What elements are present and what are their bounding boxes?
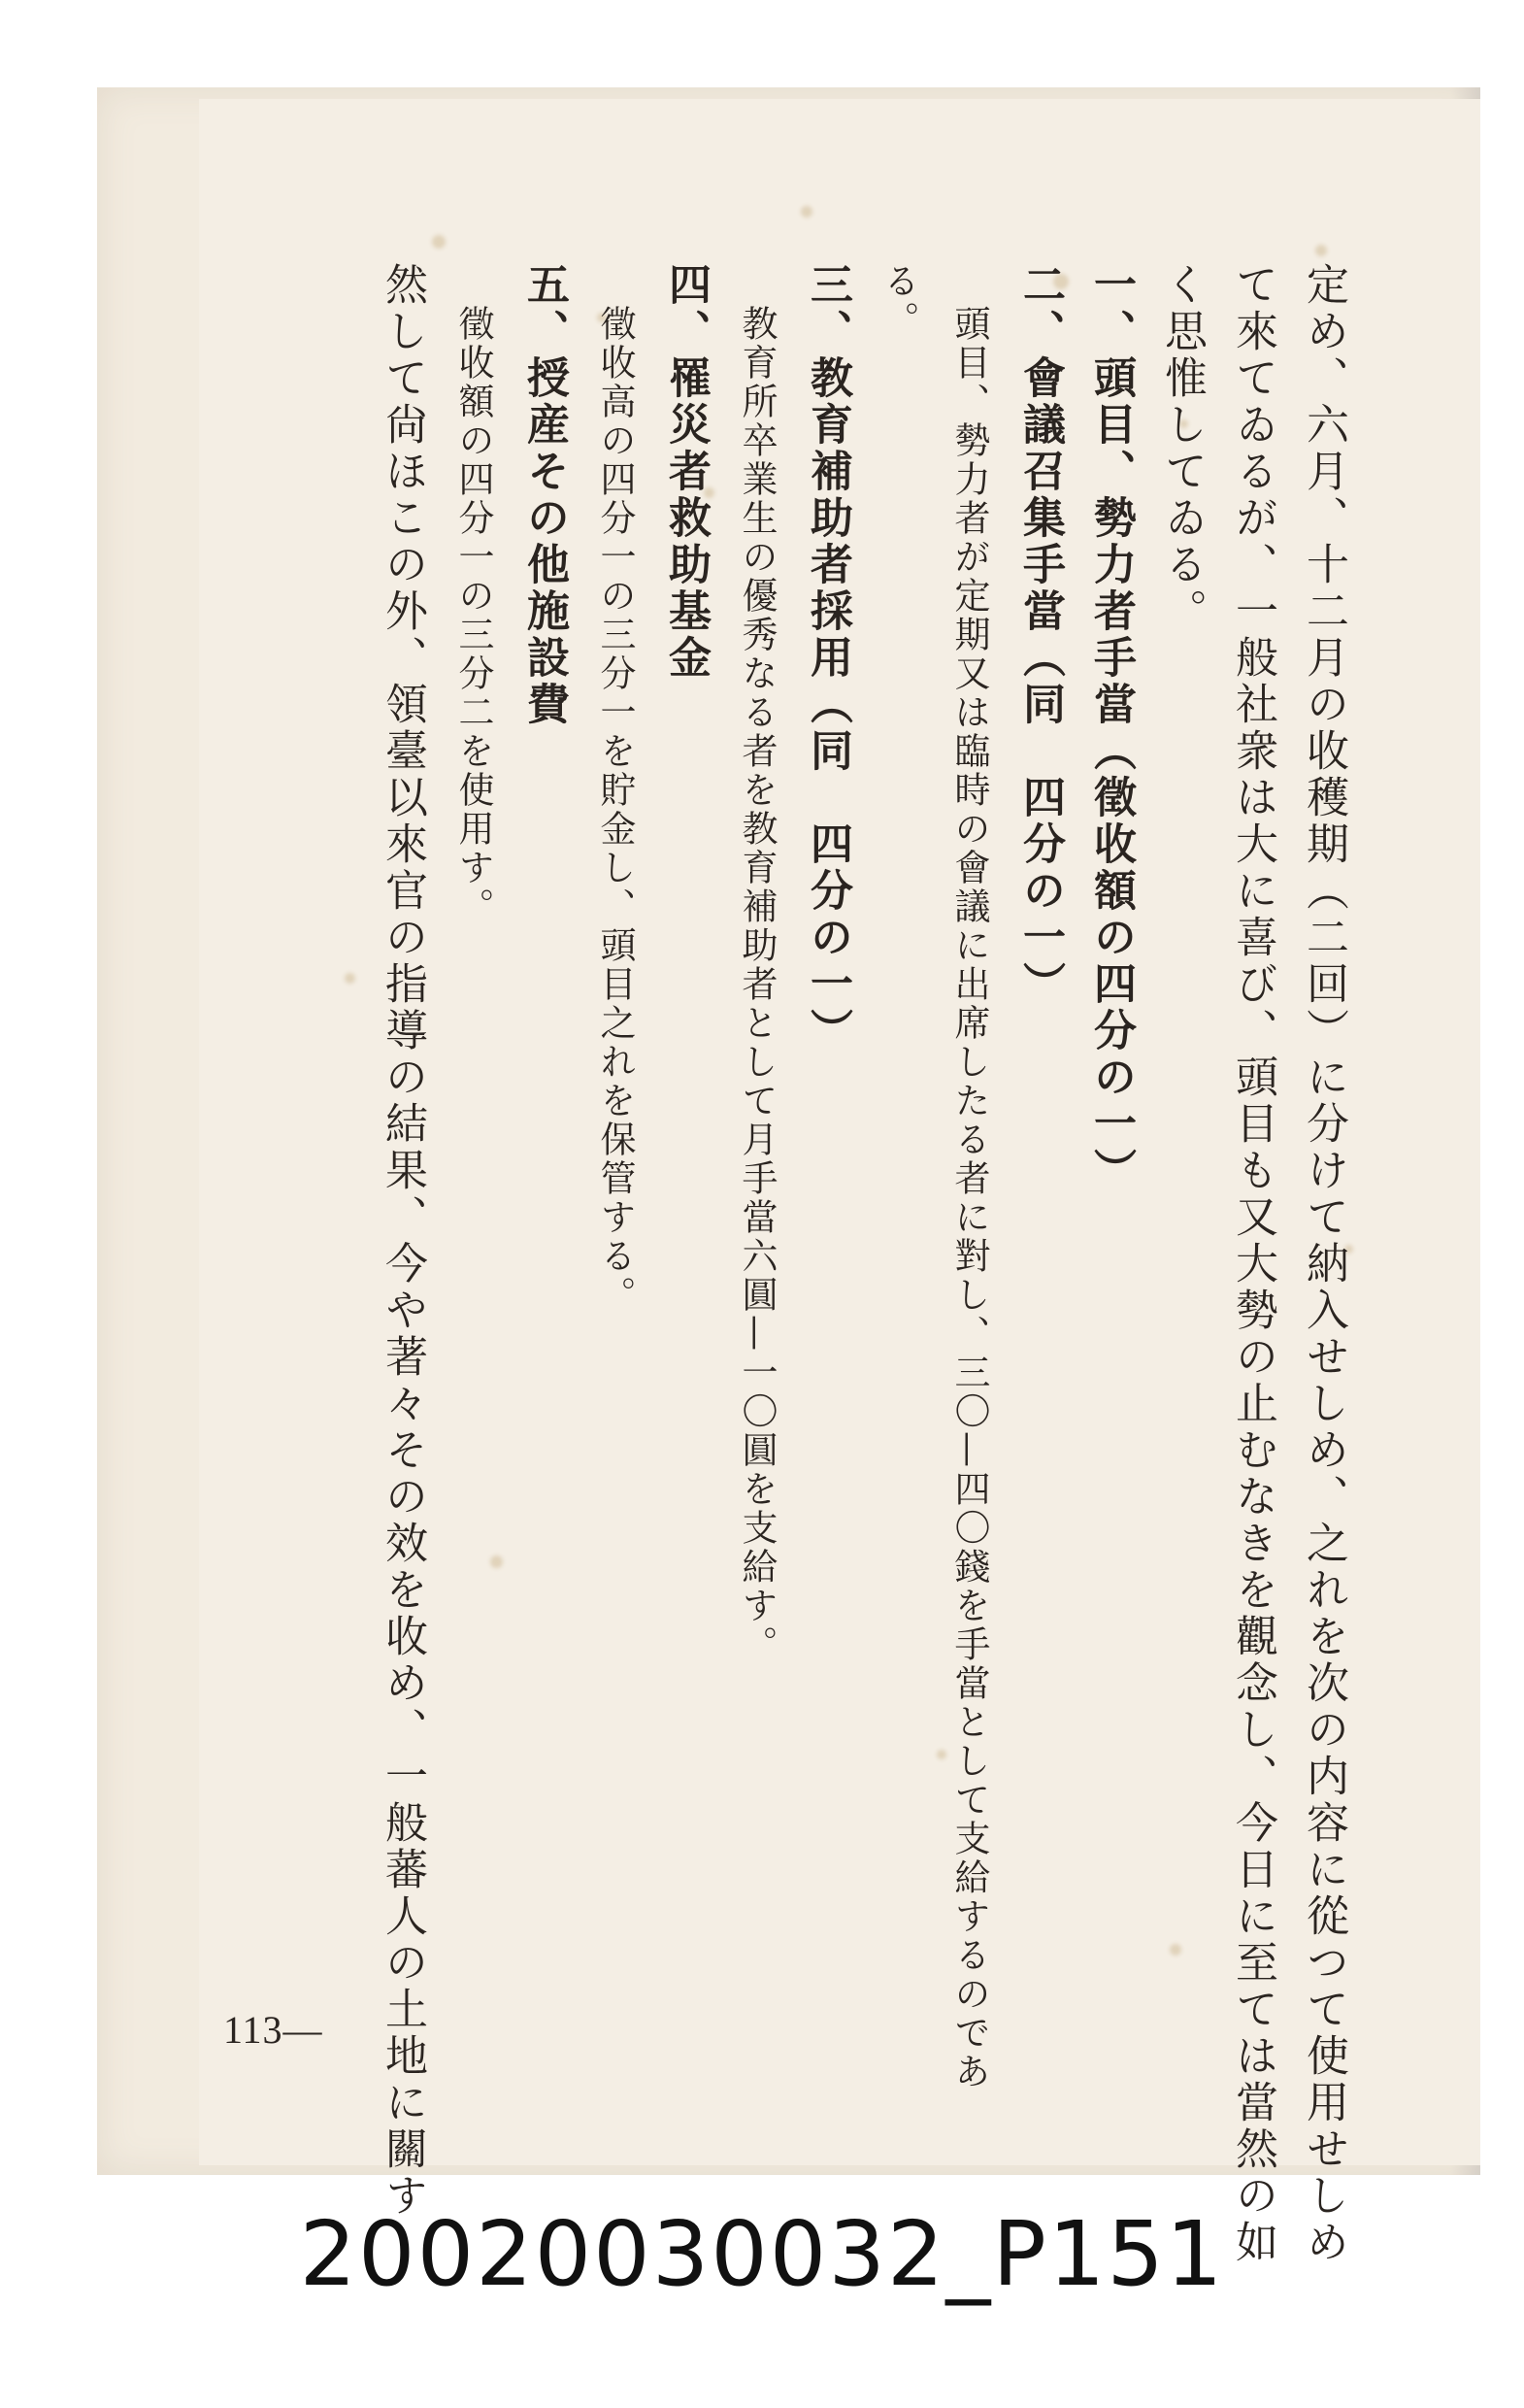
list-heading-2: 二、會議召集手當（同 四分の一） xyxy=(1015,262,1065,1008)
list-detail-2a: 頭目、勢力者が定期又は臨時の會議に出席したる者に對し、三〇—四〇錢を手當として支給するのであ xyxy=(948,305,990,2091)
page-number: 113— xyxy=(223,2008,323,2052)
list-detail-3: 教育所卒業生の優秀なる者を教育補助者として月手當六圓—一〇圓を支給す。 xyxy=(736,305,778,1664)
list-heading-1: 一、頭目、勢力者手當（徵收額の四分の一） xyxy=(1086,262,1136,1194)
text-line-2: て來てゐるが、一般社衆は大に喜び、頭目も又大勢の止むなきを觀念し、今日に至ては當然の如 xyxy=(1228,262,1277,2266)
list-detail-4: 徵收高の四分一の三分一を貯金し、頭目之れを保管する。 xyxy=(594,305,636,1315)
list-detail-2b: る。 xyxy=(878,262,919,340)
stain xyxy=(432,235,446,249)
stain xyxy=(1315,245,1327,256)
text-line-3: く思惟してゐる。 xyxy=(1157,262,1207,635)
list-heading-4: 四、罹災者救助基金 xyxy=(661,262,711,682)
stain xyxy=(801,206,812,217)
text-line-final: 然して尙ほこの外、領臺以來官の指導の結果、今や著々その效を收め、一般蕃人の土地に關す xyxy=(378,262,427,2220)
image-caption-id: 20020030032_P151 xyxy=(299,2202,1225,2306)
list-detail-5: 徵收額の四分一の三分二を使用す。 xyxy=(452,305,494,926)
stain xyxy=(345,973,355,984)
text-line-1: 定め、六月、十二月の收穫期（二回）に分けて納入せしめ、之れを次の内容に從つて使用せしめ xyxy=(1299,262,1348,2266)
list-heading-3: 三、教育補助者採用（同 四分の一） xyxy=(803,262,852,1054)
list-heading-5: 五、授産その他施設費 xyxy=(519,262,569,728)
